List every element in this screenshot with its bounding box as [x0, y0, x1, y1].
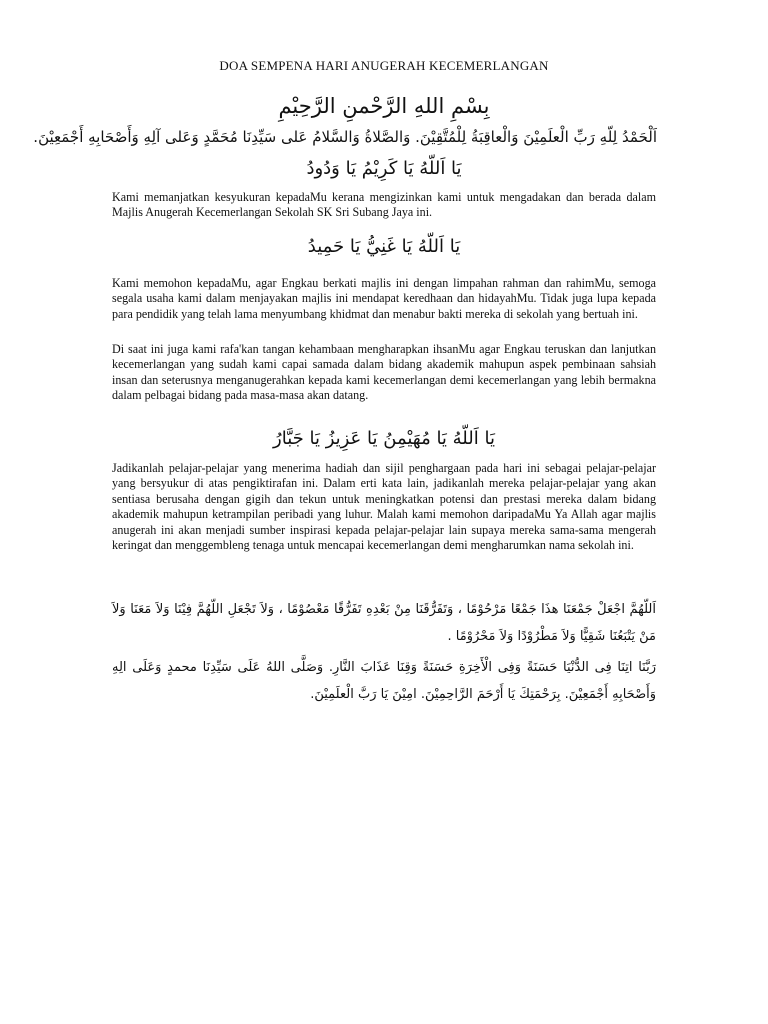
- paragraph-1: Kami memanjatkan kesyukuran kepadaMu kerana mengizinkan kami untuk mengadakan dan berada dalam Majlis Anugerah Kecemerlangan Sekolah SK Sri Subang Jaya ini.: [112, 190, 656, 220]
- paragraph-4: Jadikanlah pelajar-pelajar yang menerima hadiah dan sijil penghargaan pada hari ini sebagai pelajar-pelajar yang bersyukur di atas pengiktirafan ini. Dalam erti kata lain, jadikanlah mereka pelajar-pelajar yang akan sentiasa berusaha dengan gigih dan tekun untuk meningkatkan potensi dan prestasi mereka dalam bidang akademik mahupun ketrampilan peribadi yang luhur. Malah kami memohon daripadaMu Ya Allah agar majlis anugerah ini akan menjadi sumber inspirasi kepada pelajar-pelajar lain supaya mereka sama-sama mengerah keringat dan menggembleng tenaga untuk mencapai kecemerlangan demi mengharumkan nama sekolah ini.: [112, 461, 656, 553]
- document-title: DOA SEMPENA HARI ANUGERAH KECEMERLANGAN: [219, 58, 549, 73]
- invocation-3: يَا اَللّهُ يَا مُهَيْمِنُ يَا عَزِيزُ يَا جَبَّارُ: [273, 428, 495, 449]
- closing-dua-1: اَللّهُمَّ اجْعَلْ جَمْعَنَا هذَا جَمْعًا مَرْحُوْمًا ، وَتَفَرُّقَنَا مِنْ بَعْدِهِ تَفَرُّقًا مَعْصُوْمًا ، وَلاَ تَجْعَلِ اللّهُمَّ فِيْنَا وَلاَ مَعَنَا وَلاَ مَنْ يَتْبَعُنَا شَقِيًّا وَلاَ مَطْرُوْدًا وَلاَ مَحْرُوْمًا .: [112, 602, 656, 644]
- invocation-1: يَا اَللّهُ يَا كَرِيْمُ يَا وَدُودُ: [306, 158, 462, 179]
- bismillah-text: بِسْمِ اللهِ الرَّحْمنِ الرَّحِيْمِ: [278, 94, 490, 118]
- closing-dua-2: رَبَّنَا اتِنَا فِى الدُّنْيَا حَسَنَةً وَفِى الْأَخِرَةِ حَسَنَةً وَقِنَا عَذَابَ النَّارِ. وَصَلَّى اللهُ عَلَى سَيِّدِنَا محمدٍ وَعَلَى الِهِ وَأَصْحَابِهِ أَجْمَعِيْنَ. بِرَحْمَتِكَ يَا أَرْحَمَ الرَّاحِمِيْنَ. امِيْنَ يَا رَبَّ الْعلَمِيْنَ.: [112, 660, 656, 702]
- paragraph-2: Kami memohon kepadaMu, agar Engkau berkati majlis ini dengan limpahan rahman dan rahimMu, semoga segala usaha kami dalam menjayakan majlis ini mendapat keredhaan dan hidayahMu. Tidak juga lupa kepada para pendidik yang telah lama menyumbang khidmat dan menabur bakti mereka di sekolah yang bertuah ini.: [112, 276, 656, 321]
- hamdalah-text: اَلْحَمْدُ لِلّهِ رَبِّ الْعلَمِيْنَ وَالْعاقِبَةُ لِلْمُتَّقِيْنَ. وَالصَّلاةُ وَالسَّلامُ عَلى سَيِّدِنَا مُحَمَّدٍ وَعَلى آلِهِ وَأَصْحَابِهِ أَجْمَعِيْنَ.: [33, 128, 657, 146]
- invocation-2: يَا اَللّهُ يَا غَنِيُّ يَا حَمِيدُ: [307, 236, 461, 257]
- paragraph-3: Di saat ini juga kami rafa'kan tangan kehambaan mengharapkan ihsanMu agar Engkau teruskan dan lanjutkan kecemerlangan yang sudah kami capai samada dalam bidang akademik mahupun aspek pembinaan sahsiah insan dan seterusnya menganugerahkan kepada kami kecemerlangan demi kecemerlangan yang lebih bermakna dalam pelbagai bidang pada masa-masa akan datang.: [112, 342, 656, 403]
